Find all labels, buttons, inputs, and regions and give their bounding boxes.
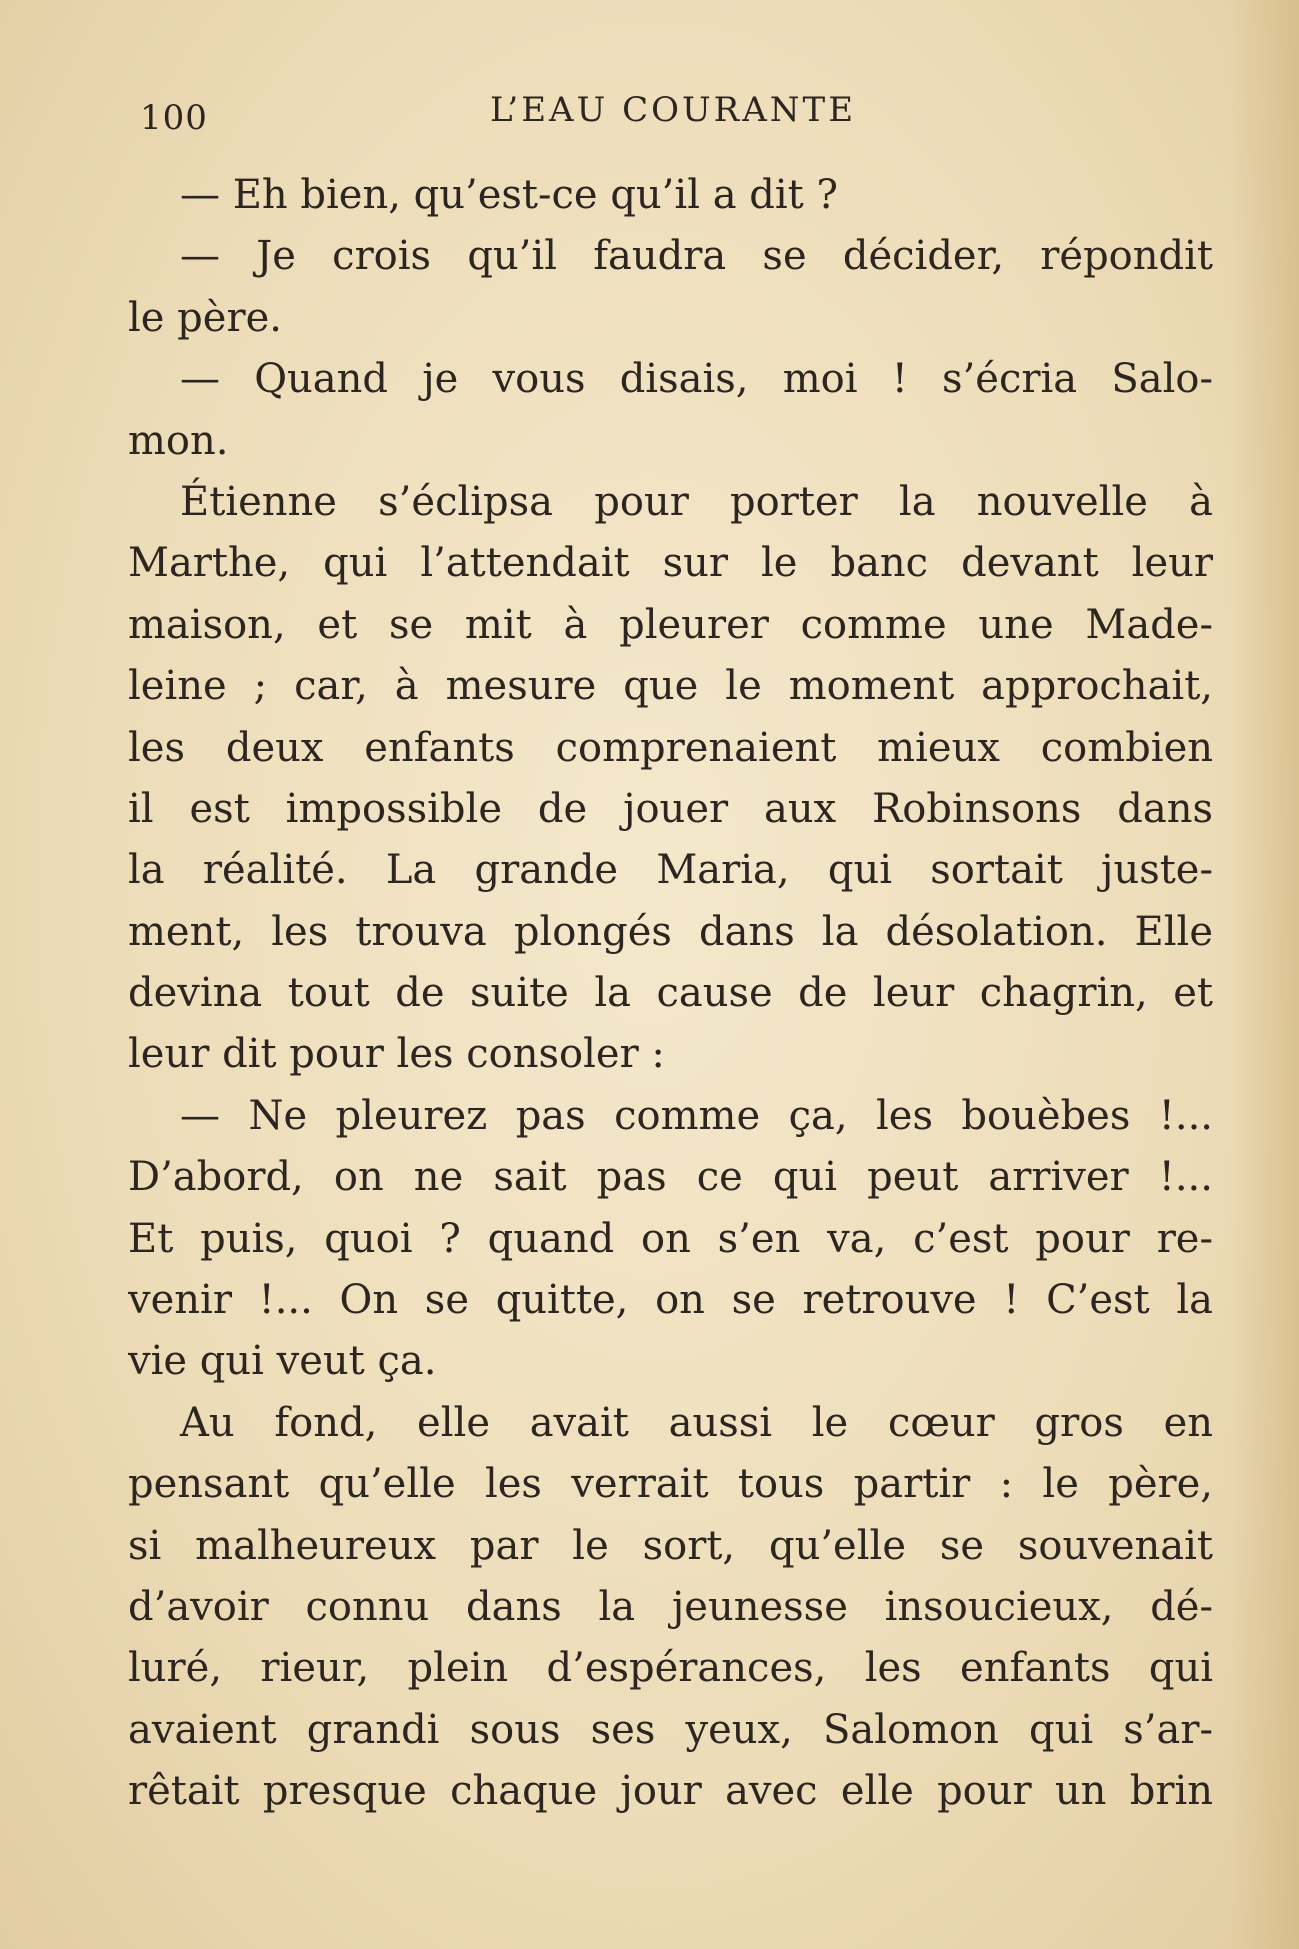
text-line: la réalité. La grande Maria, qui sortait juste- — [128, 847, 1213, 894]
text-line: d’avoir connu dans la jeunesse insoucieux, dé- — [128, 1583, 1213, 1630]
page-header — [140, 88, 1200, 148]
body-text — [128, 165, 1213, 1823]
text-line: rêtait presque chaque jour avec elle pour un brin — [128, 1768, 1213, 1815]
text-line: avaient grandi sous ses yeux, Salomon qui s’ar- — [128, 1706, 1213, 1753]
text-line: leur dit pour les consoler : — [128, 1031, 665, 1078]
text-line: pensant qu’elle les verrait tous partir : le père, — [128, 1461, 1213, 1508]
running-title: L’EAU COURANTE — [490, 90, 857, 130]
text-line: maison, et se mit à pleurer comme une Made- — [128, 601, 1213, 648]
text-line: Marthe, qui l’attendait sur le banc devant leur — [128, 540, 1213, 587]
text-line: Au fond, elle avait aussi le cœur gros en — [180, 1399, 1213, 1446]
text-line: mon. — [128, 417, 229, 464]
text-line: Étienne s’éclipsa pour porter la nouvelle à — [180, 478, 1213, 525]
text-line: le père. — [128, 294, 282, 341]
text-line: D’abord, on ne sait pas ce qui peut arriver !... — [128, 1154, 1213, 1201]
text-line: Et puis, quoi ? quand on s’en va, c’est pour re- — [128, 1215, 1213, 1262]
text-line: ment, les trouva plongés dans la désolation. Elle — [128, 908, 1213, 955]
text-line: — Je crois qu’il faudra se décider, répondit — [180, 233, 1213, 280]
text-line: vie qui veut ça. — [128, 1338, 437, 1385]
text-line: venir !... On se quitte, on se retrouve ! C’est la — [128, 1277, 1213, 1324]
text-line: leine ; car, à mesure que le moment approchait, — [128, 663, 1213, 710]
text-line: les deux enfants comprenaient mieux combien — [128, 724, 1213, 771]
text-line: si malheureux par le sort, qu’elle se souvenait — [128, 1522, 1213, 1569]
text-line: devina tout de suite la cause de leur chagrin, et — [128, 970, 1213, 1017]
text-line: — Quand je vous disais, moi ! s’écria Salo- — [180, 356, 1213, 403]
page-number: 100 — [140, 98, 208, 138]
text-line: luré, rieur, plein d’espérances, les enfants qui — [128, 1645, 1213, 1692]
text-line: — Eh bien, qu’est-ce qu’il a dit ? — [180, 172, 838, 218]
text-line: il est impossible de jouer aux Robinsons dans — [128, 785, 1213, 832]
text-line: — Ne pleurez pas comme ça, les bouèbes !... — [180, 1092, 1213, 1139]
